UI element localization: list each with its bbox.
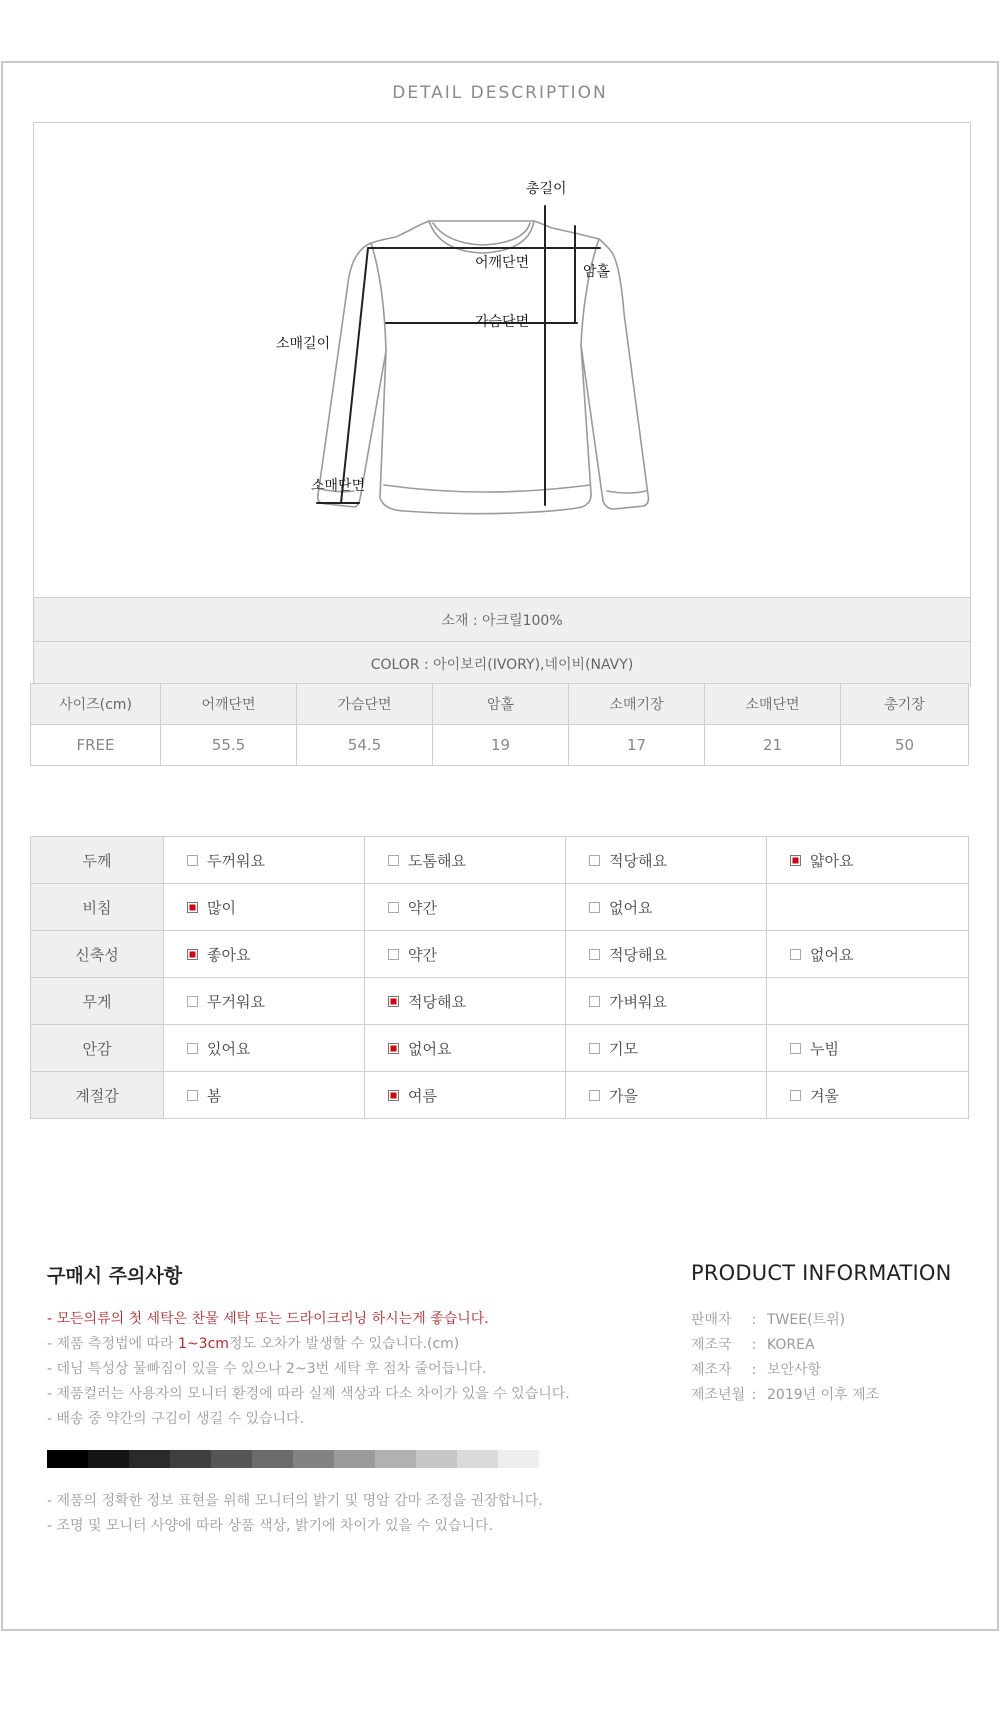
color-swatch bbox=[416, 1450, 457, 1468]
notice-text: 정도 오차가 발생할 수 있습니다.(cm) bbox=[228, 1336, 460, 1352]
attribute-label: 신축성 bbox=[31, 931, 164, 978]
section-title: DETAIL DESCRIPTION bbox=[392, 83, 608, 103]
attribute-option bbox=[365, 944, 565, 965]
table-row bbox=[31, 1025, 969, 1072]
attribute-option-label: 없어요 bbox=[408, 1039, 452, 1058]
attribute-option-cell bbox=[365, 1025, 566, 1072]
attribute-option bbox=[566, 897, 766, 918]
size-cell: 50 bbox=[841, 725, 969, 766]
attribute-option-cell bbox=[566, 837, 767, 884]
attribute-option-label: 적당해요 bbox=[609, 945, 667, 964]
checkbox-icon bbox=[589, 902, 600, 913]
size-cell: 54.5 bbox=[297, 725, 433, 766]
size-header-cell: 가슴단면 bbox=[297, 684, 433, 725]
attribute-option-cell bbox=[365, 837, 566, 884]
attribute-option-label: 없어요 bbox=[609, 898, 653, 917]
attribute-option-cell bbox=[767, 837, 969, 884]
attribute-option bbox=[365, 1038, 565, 1059]
attribute-option-cell bbox=[566, 1025, 767, 1072]
checkbox-icon bbox=[790, 949, 801, 960]
attribute-option bbox=[164, 944, 364, 965]
attribute-option-cell bbox=[566, 978, 767, 1025]
product-info-title: PRODUCT INFORMATION bbox=[691, 1261, 952, 1285]
attribute-option bbox=[164, 1038, 364, 1059]
attribute-option-cell bbox=[164, 884, 365, 931]
attribute-option bbox=[365, 1085, 565, 1106]
color-swatch bbox=[457, 1450, 498, 1468]
notice-item: - 모든의류의 첫 세탁은 찬물 세탁 또는 드라이크리닝 하시는게 좋습니다. bbox=[47, 1311, 489, 1327]
size-header-cell: 암홀 bbox=[433, 684, 569, 725]
size-header-cell: 어깨단면 bbox=[161, 684, 297, 725]
monitor-notice bbox=[47, 1489, 543, 1539]
product-info-key: 제조년월 bbox=[691, 1387, 746, 1403]
measurement-figure-box bbox=[33, 122, 971, 687]
color-swatch bbox=[498, 1450, 539, 1468]
checkbox-icon bbox=[589, 949, 600, 960]
size-cell: 21 bbox=[705, 725, 841, 766]
product-info-separator: : bbox=[751, 1362, 757, 1378]
product-info-key: 제조자 bbox=[691, 1362, 732, 1378]
table-row bbox=[31, 725, 969, 766]
attribute-label: 안감 bbox=[31, 1025, 164, 1072]
checkbox-icon bbox=[187, 996, 198, 1007]
table-row bbox=[31, 837, 969, 884]
attribute-option-label: 두꺼워요 bbox=[207, 851, 265, 870]
label-total-length: 총길이 bbox=[526, 181, 567, 197]
notice-item bbox=[47, 1332, 647, 1357]
attribute-option-label: 많이 bbox=[207, 898, 236, 917]
attribute-option-cell bbox=[767, 1025, 969, 1072]
notice-text: - 제품 측정법에 따라 bbox=[47, 1336, 179, 1352]
attribute-option-cell bbox=[566, 1072, 767, 1119]
table-row bbox=[31, 1072, 969, 1119]
size-cell: 55.5 bbox=[161, 725, 297, 766]
attribute-option bbox=[767, 944, 968, 965]
label-armhole: 암홀 bbox=[583, 264, 611, 280]
attribute-option bbox=[164, 897, 364, 918]
notice-item: - 데님 특성상 물빠짐이 있을 수 있으나 2~3번 세탁 후 점차 줄어듭니다. bbox=[47, 1361, 487, 1377]
attribute-option-label: 가벼워요 bbox=[609, 992, 667, 1011]
attribute-option-label: 도톰해요 bbox=[408, 851, 466, 870]
attribute-label: 무게 bbox=[31, 978, 164, 1025]
attribute-option-label: 약간 bbox=[408, 898, 437, 917]
attribute-option-label: 가을 bbox=[609, 1086, 638, 1105]
color-swatch bbox=[334, 1450, 375, 1468]
attribute-option-cell bbox=[767, 884, 969, 931]
product-info-row bbox=[691, 1333, 971, 1358]
product-info-separator: : bbox=[751, 1387, 757, 1403]
checkbox-icon bbox=[388, 949, 399, 960]
grayscale-swatches bbox=[47, 1450, 539, 1468]
product-info-separator: : bbox=[751, 1337, 757, 1353]
attribute-option-label: 누빔 bbox=[810, 1039, 839, 1058]
material-row: 소재 : 아크릴100% bbox=[34, 597, 970, 641]
measurement-figure bbox=[34, 123, 970, 597]
monitor-notice-item: - 제품의 정확한 정보 표현을 위해 모니터의 밝기 및 명암 감마 조정을 권장합니다. bbox=[47, 1493, 543, 1509]
label-sleeve-length: 소매길이 bbox=[276, 336, 331, 352]
attribute-option bbox=[164, 850, 364, 871]
attribute-option-cell bbox=[566, 884, 767, 931]
attribute-option-label: 있어요 bbox=[207, 1039, 251, 1058]
notice-list bbox=[47, 1307, 647, 1432]
attribute-option bbox=[767, 1085, 968, 1106]
size-table-header bbox=[31, 684, 969, 725]
purchase-notice bbox=[47, 1261, 647, 1432]
color-swatch bbox=[375, 1450, 416, 1468]
attribute-option bbox=[365, 850, 565, 871]
notice-item: - 배송 중 약간의 구김이 생길 수 있습니다. bbox=[47, 1411, 305, 1427]
product-info-row bbox=[691, 1383, 971, 1408]
checkbox-icon bbox=[790, 1090, 801, 1101]
attribute-option-cell bbox=[566, 931, 767, 978]
label-sleeve-width: 소매단면 bbox=[311, 478, 366, 494]
size-header-cell: 소매기장 bbox=[569, 684, 705, 725]
attribute-option-cell bbox=[365, 1072, 566, 1119]
color-swatch bbox=[211, 1450, 252, 1468]
attribute-option-label: 얇아요 bbox=[810, 851, 854, 870]
attribute-option bbox=[566, 944, 766, 965]
attribute-option-label: 겨울 bbox=[810, 1086, 839, 1105]
notice-item: - 제품컬러는 사용자의 모니터 환경에 따라 실제 색상과 다소 차이가 있을 수 있습니다. bbox=[47, 1386, 570, 1402]
checkbox-icon bbox=[187, 855, 198, 866]
attribute-option bbox=[566, 991, 766, 1012]
size-cell: 17 bbox=[569, 725, 705, 766]
attribute-label: 계절감 bbox=[31, 1072, 164, 1119]
attribute-option-label: 무거워요 bbox=[207, 992, 265, 1011]
attribute-option-cell bbox=[164, 837, 365, 884]
product-info-row bbox=[691, 1358, 971, 1383]
attribute-label: 두께 bbox=[31, 837, 164, 884]
attribute-option-cell bbox=[365, 978, 566, 1025]
attribute-option bbox=[164, 991, 364, 1012]
color-swatch bbox=[252, 1450, 293, 1468]
checkbox-icon bbox=[388, 902, 399, 913]
checked-box-icon bbox=[187, 949, 198, 960]
checked-box-icon bbox=[388, 1090, 399, 1101]
attribute-table bbox=[30, 836, 969, 1119]
product-info-value: KOREA bbox=[767, 1337, 815, 1353]
product-information bbox=[691, 1261, 971, 1408]
checkbox-icon bbox=[388, 855, 399, 866]
checkbox-icon bbox=[589, 1043, 600, 1054]
attribute-option-cell bbox=[164, 978, 365, 1025]
attribute-option bbox=[566, 850, 766, 871]
sweater-diagram bbox=[34, 123, 970, 597]
color-swatch bbox=[47, 1450, 88, 1468]
attribute-option-cell bbox=[365, 884, 566, 931]
attribute-option-cell bbox=[365, 931, 566, 978]
table-row bbox=[31, 978, 969, 1025]
attribute-option-label: 여름 bbox=[408, 1086, 437, 1105]
color-swatch bbox=[170, 1450, 211, 1468]
table-row bbox=[31, 884, 969, 931]
attribute-label: 비침 bbox=[31, 884, 164, 931]
notice-highlight: 1~3cm bbox=[178, 1336, 229, 1352]
attribute-option bbox=[365, 897, 565, 918]
attribute-option bbox=[767, 1038, 968, 1059]
table-row bbox=[31, 931, 969, 978]
size-header-cell: 소매단면 bbox=[705, 684, 841, 725]
checked-box-icon bbox=[187, 902, 198, 913]
attribute-option-cell bbox=[164, 931, 365, 978]
size-header-cell: 총기장 bbox=[841, 684, 969, 725]
checked-box-icon bbox=[388, 996, 399, 1007]
attribute-option-label: 봄 bbox=[207, 1086, 222, 1105]
product-info-separator: : bbox=[751, 1312, 757, 1328]
attribute-option bbox=[767, 850, 968, 871]
checkbox-icon bbox=[187, 1043, 198, 1054]
attribute-option-cell bbox=[767, 931, 969, 978]
attribute-option-label: 기모 bbox=[609, 1039, 638, 1058]
notice-title: 구매시 주의사항 bbox=[47, 1265, 183, 1287]
product-info-key: 제조국 bbox=[691, 1337, 732, 1353]
product-info-value: 2019년 이후 제조 bbox=[767, 1387, 880, 1403]
product-info-list bbox=[691, 1308, 971, 1408]
attribute-option bbox=[164, 1085, 364, 1106]
checked-box-icon bbox=[790, 855, 801, 866]
product-info-row bbox=[691, 1308, 971, 1333]
size-header-cell: 사이즈(cm) bbox=[31, 684, 161, 725]
attribute-option-cell bbox=[767, 1072, 969, 1119]
color-swatch bbox=[88, 1450, 129, 1468]
size-cell: FREE bbox=[31, 725, 161, 766]
size-cell: 19 bbox=[433, 725, 569, 766]
attribute-option-cell bbox=[164, 1025, 365, 1072]
checkbox-icon bbox=[790, 1043, 801, 1054]
attribute-option-label: 없어요 bbox=[810, 945, 854, 964]
attribute-option-label: 적당해요 bbox=[408, 992, 466, 1011]
checkbox-icon bbox=[589, 855, 600, 866]
attribute-option bbox=[566, 1085, 766, 1106]
color-swatch bbox=[129, 1450, 170, 1468]
monitor-notice-item: - 조명 및 모니터 사양에 따라 상품 색상, 밝기에 차이가 있을 수 있습니다. bbox=[47, 1518, 494, 1534]
attribute-option-cell bbox=[767, 978, 969, 1025]
attribute-option bbox=[566, 1038, 766, 1059]
checkbox-icon bbox=[187, 1090, 198, 1101]
checkbox-icon bbox=[589, 996, 600, 1007]
attribute-option-label: 적당해요 bbox=[609, 851, 667, 870]
product-info-key: 판매자 bbox=[691, 1312, 732, 1328]
checkbox-icon bbox=[589, 1090, 600, 1101]
label-shoulder: 어깨단면 bbox=[475, 255, 530, 271]
product-info-value: TWEE(트위) bbox=[767, 1312, 846, 1328]
attribute-option bbox=[365, 991, 565, 1012]
label-chest: 가슴단면 bbox=[475, 314, 530, 330]
attribute-option-label: 좋아요 bbox=[207, 945, 251, 964]
attribute-option-label: 약간 bbox=[408, 945, 437, 964]
attribute-option-cell bbox=[164, 1072, 365, 1119]
product-info-value: 보안사항 bbox=[767, 1362, 822, 1378]
color-swatch bbox=[293, 1450, 334, 1468]
checked-box-icon bbox=[388, 1043, 399, 1054]
color-row: COLOR : 아이보리(IVORY),네이비(NAVY) bbox=[34, 641, 970, 685]
size-table bbox=[30, 683, 969, 766]
